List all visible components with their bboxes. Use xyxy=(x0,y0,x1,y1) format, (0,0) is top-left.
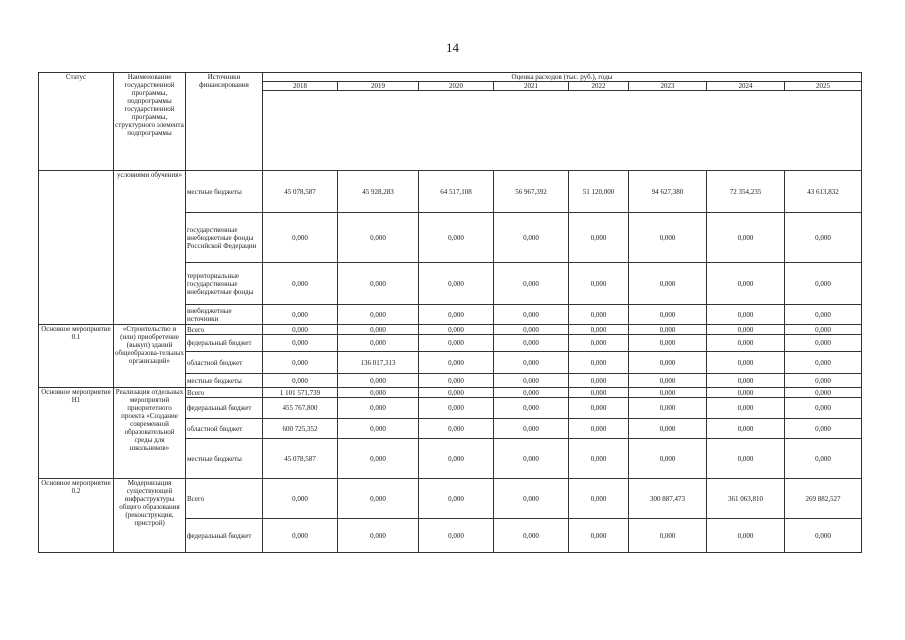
amount-cell: 0,000 xyxy=(629,519,707,553)
funding-source: государственные внебюджетные фонды Российской Федерации xyxy=(186,213,263,263)
amount-cell: 0,000 xyxy=(629,305,707,325)
amount-cell: 0,000 xyxy=(494,335,569,352)
table-body xyxy=(39,171,862,553)
amount-cell: 94 627,380 xyxy=(629,171,707,213)
amount-cell: 0,000 xyxy=(629,374,707,388)
amount-cell: 0,000 xyxy=(338,325,419,335)
amount-cell: 0,000 xyxy=(629,419,707,439)
funding-source: областной бюджет xyxy=(186,419,263,439)
amount-cell: 0,000 xyxy=(338,439,419,479)
amount-cell: 0,000 xyxy=(263,352,338,374)
header-year: 2023 xyxy=(629,82,707,91)
amount-cell: 0,000 xyxy=(494,519,569,553)
amount-cell: 0,000 xyxy=(494,388,569,398)
amount-cell: 0,000 xyxy=(707,335,785,352)
amount-cell: 0,000 xyxy=(629,325,707,335)
amount-cell: 0,000 xyxy=(707,263,785,305)
amount-cell: 0,000 xyxy=(569,263,629,305)
amount-cell: 0,000 xyxy=(629,213,707,263)
header-year: 2022 xyxy=(569,82,629,91)
amount-cell: 0,000 xyxy=(785,213,862,263)
funding-source: местные бюджеты xyxy=(186,374,263,388)
funding-source: Всего xyxy=(186,325,263,335)
amount-cell: 0,000 xyxy=(707,325,785,335)
amount-cell: 0,000 xyxy=(569,335,629,352)
amount-cell: 0,000 xyxy=(707,519,785,553)
amount-cell: 0,000 xyxy=(569,419,629,439)
amount-cell: 0,000 xyxy=(494,419,569,439)
header-year: 2019 xyxy=(338,82,419,91)
amount-cell: 0,000 xyxy=(419,335,494,352)
section-name: «Строительство и (или) приобретение (выкуп) зданий общеобразова-тельных организаций» xyxy=(114,325,186,388)
amount-cell: 0,000 xyxy=(494,439,569,479)
amount-cell: 0,000 xyxy=(338,335,419,352)
amount-cell: 0,000 xyxy=(785,374,862,388)
amount-cell: 0,000 xyxy=(494,325,569,335)
funding-source: федеральный бюджет xyxy=(186,398,263,419)
amount-cell: 0,000 xyxy=(419,439,494,479)
header-name: Наименование государственной программы, подпрограммы государственной программы, структурного элемента подпрограммы xyxy=(114,73,186,171)
section-name: условиями обучения» xyxy=(114,171,186,325)
amount-cell: 0,000 xyxy=(785,419,862,439)
amount-cell: 0,000 xyxy=(569,388,629,398)
amount-cell: 0,000 xyxy=(338,305,419,325)
amount-cell: 0,000 xyxy=(263,213,338,263)
amount-cell: 0,000 xyxy=(785,398,862,419)
amount-cell: 0,000 xyxy=(263,479,338,519)
amount-cell: 0,000 xyxy=(419,325,494,335)
amount-cell: 0,000 xyxy=(785,439,862,479)
amount-cell: 45 928,283 xyxy=(338,171,419,213)
amount-cell: 1 101 571,739 xyxy=(263,388,338,398)
amount-cell: 0,000 xyxy=(785,519,862,553)
amount-cell: 0,000 xyxy=(338,263,419,305)
section-status: Основное мероприятие 0.2 xyxy=(39,479,114,553)
table-row xyxy=(39,479,862,519)
amount-cell: 0,000 xyxy=(494,213,569,263)
amount-cell: 0,000 xyxy=(629,335,707,352)
section-status: Основное мероприятие Н1 xyxy=(39,388,114,479)
page-number: 14 xyxy=(446,40,459,55)
amount-cell: 0,000 xyxy=(419,305,494,325)
budget-table xyxy=(38,72,862,553)
funding-source: Всего xyxy=(186,388,263,398)
funding-source: территориальные государственные внебюджетные фонды xyxy=(186,263,263,305)
amount-cell: 0,000 xyxy=(569,305,629,325)
section-name: Модернизация существующей инфраструктуры общего образования (реконструкция, пристрой) xyxy=(114,479,186,553)
amount-cell: 72 354,235 xyxy=(707,171,785,213)
amount-cell: 0,000 xyxy=(707,213,785,263)
amount-cell: 0,000 xyxy=(338,374,419,388)
header-estimate: Оценка расходов (тыс. руб.), годы xyxy=(263,73,862,82)
amount-cell: 0,000 xyxy=(494,479,569,519)
amount-cell: 0,000 xyxy=(419,479,494,519)
amount-cell: 0,000 xyxy=(569,374,629,388)
amount-cell: 0,000 xyxy=(494,398,569,419)
table-header xyxy=(39,73,862,171)
amount-cell: 0,000 xyxy=(785,335,862,352)
amount-cell: 0,000 xyxy=(338,419,419,439)
amount-cell: 0,000 xyxy=(494,374,569,388)
amount-cell: 0,000 xyxy=(629,263,707,305)
header-year: 2021 xyxy=(494,82,569,91)
amount-cell: 0,000 xyxy=(707,439,785,479)
amount-cell: 0,000 xyxy=(494,305,569,325)
amount-cell: 0,000 xyxy=(338,519,419,553)
amount-cell: 136 017,313 xyxy=(338,352,419,374)
amount-cell: 0,000 xyxy=(263,305,338,325)
funding-source: внебюджетные источники xyxy=(186,305,263,325)
amount-cell: 51 120,000 xyxy=(569,171,629,213)
amount-cell: 0,000 xyxy=(707,305,785,325)
years-spacer xyxy=(263,91,862,171)
table-row xyxy=(39,171,862,213)
amount-cell: 0,000 xyxy=(263,325,338,335)
amount-cell: 0,000 xyxy=(263,519,338,553)
amount-cell: 0,000 xyxy=(785,352,862,374)
header-year: 2025 xyxy=(785,82,862,91)
amount-cell: 0,000 xyxy=(785,263,862,305)
header-year: 2018 xyxy=(263,82,338,91)
amount-cell: 0,000 xyxy=(338,398,419,419)
amount-cell: 0,000 xyxy=(338,213,419,263)
funding-source: местные бюджеты xyxy=(186,439,263,479)
section-status: Основное мероприятие 0.1 xyxy=(39,325,114,388)
amount-cell: 0,000 xyxy=(785,325,862,335)
amount-cell: 56 967,392 xyxy=(494,171,569,213)
amount-cell: 0,000 xyxy=(494,352,569,374)
amount-cell: 45 078,587 xyxy=(263,439,338,479)
amount-cell: 0,000 xyxy=(707,388,785,398)
amount-cell: 0,000 xyxy=(569,213,629,263)
amount-cell: 0,000 xyxy=(263,263,338,305)
amount-cell: 0,000 xyxy=(419,374,494,388)
amount-cell: 0,000 xyxy=(569,519,629,553)
funding-source: Всего xyxy=(186,479,263,519)
amount-cell: 0,000 xyxy=(629,439,707,479)
amount-cell: 0,000 xyxy=(629,352,707,374)
amount-cell: 0,000 xyxy=(569,398,629,419)
amount-cell: 0,000 xyxy=(707,374,785,388)
amount-cell: 0,000 xyxy=(263,335,338,352)
amount-cell: 0,000 xyxy=(707,419,785,439)
section-name: Реализация отдельных мероприятий приоритетного проекта «Создание современной образовательной среды для школьников» xyxy=(114,388,186,479)
amount-cell: 0,000 xyxy=(569,352,629,374)
amount-cell: 0,000 xyxy=(419,263,494,305)
amount-cell: 600 725,352 xyxy=(263,419,338,439)
amount-cell: 0,000 xyxy=(569,439,629,479)
amount-cell: 43 613,832 xyxy=(785,171,862,213)
amount-cell: 269 882,527 xyxy=(785,479,862,519)
table-row xyxy=(39,325,862,335)
amount-cell: 0,000 xyxy=(419,388,494,398)
amount-cell: 0,000 xyxy=(419,213,494,263)
header-status: Статус xyxy=(39,73,114,171)
amount-cell: 0,000 xyxy=(419,398,494,419)
amount-cell: 0,000 xyxy=(419,519,494,553)
amount-cell: 0,000 xyxy=(629,398,707,419)
funding-source: федеральный бюджет xyxy=(186,335,263,352)
amount-cell: 361 063,810 xyxy=(707,479,785,519)
amount-cell: 0,000 xyxy=(419,419,494,439)
funding-source: областной бюджет xyxy=(186,352,263,374)
header-year: 2020 xyxy=(419,82,494,91)
header-sources: Источники финансирования xyxy=(186,73,263,171)
amount-cell: 0,000 xyxy=(569,479,629,519)
amount-cell: 45 078,587 xyxy=(263,171,338,213)
amount-cell: 0,000 xyxy=(629,388,707,398)
amount-cell: 0,000 xyxy=(569,325,629,335)
amount-cell: 0,000 xyxy=(338,479,419,519)
section-status xyxy=(39,171,114,325)
amount-cell: 64 517,108 xyxy=(419,171,494,213)
amount-cell: 0,000 xyxy=(263,374,338,388)
funding-source: федеральный бюджет xyxy=(186,519,263,553)
amount-cell: 300 887,473 xyxy=(629,479,707,519)
amount-cell: 0,000 xyxy=(419,352,494,374)
amount-cell: 0,000 xyxy=(785,388,862,398)
amount-cell: 0,000 xyxy=(338,388,419,398)
amount-cell: 0,000 xyxy=(785,305,862,325)
amount-cell: 455 767,800 xyxy=(263,398,338,419)
amount-cell: 0,000 xyxy=(707,398,785,419)
table-row xyxy=(39,388,862,398)
funding-source: местные бюджеты xyxy=(186,171,263,213)
amount-cell: 0,000 xyxy=(494,263,569,305)
header-year: 2024 xyxy=(707,82,785,91)
amount-cell: 0,000 xyxy=(707,352,785,374)
